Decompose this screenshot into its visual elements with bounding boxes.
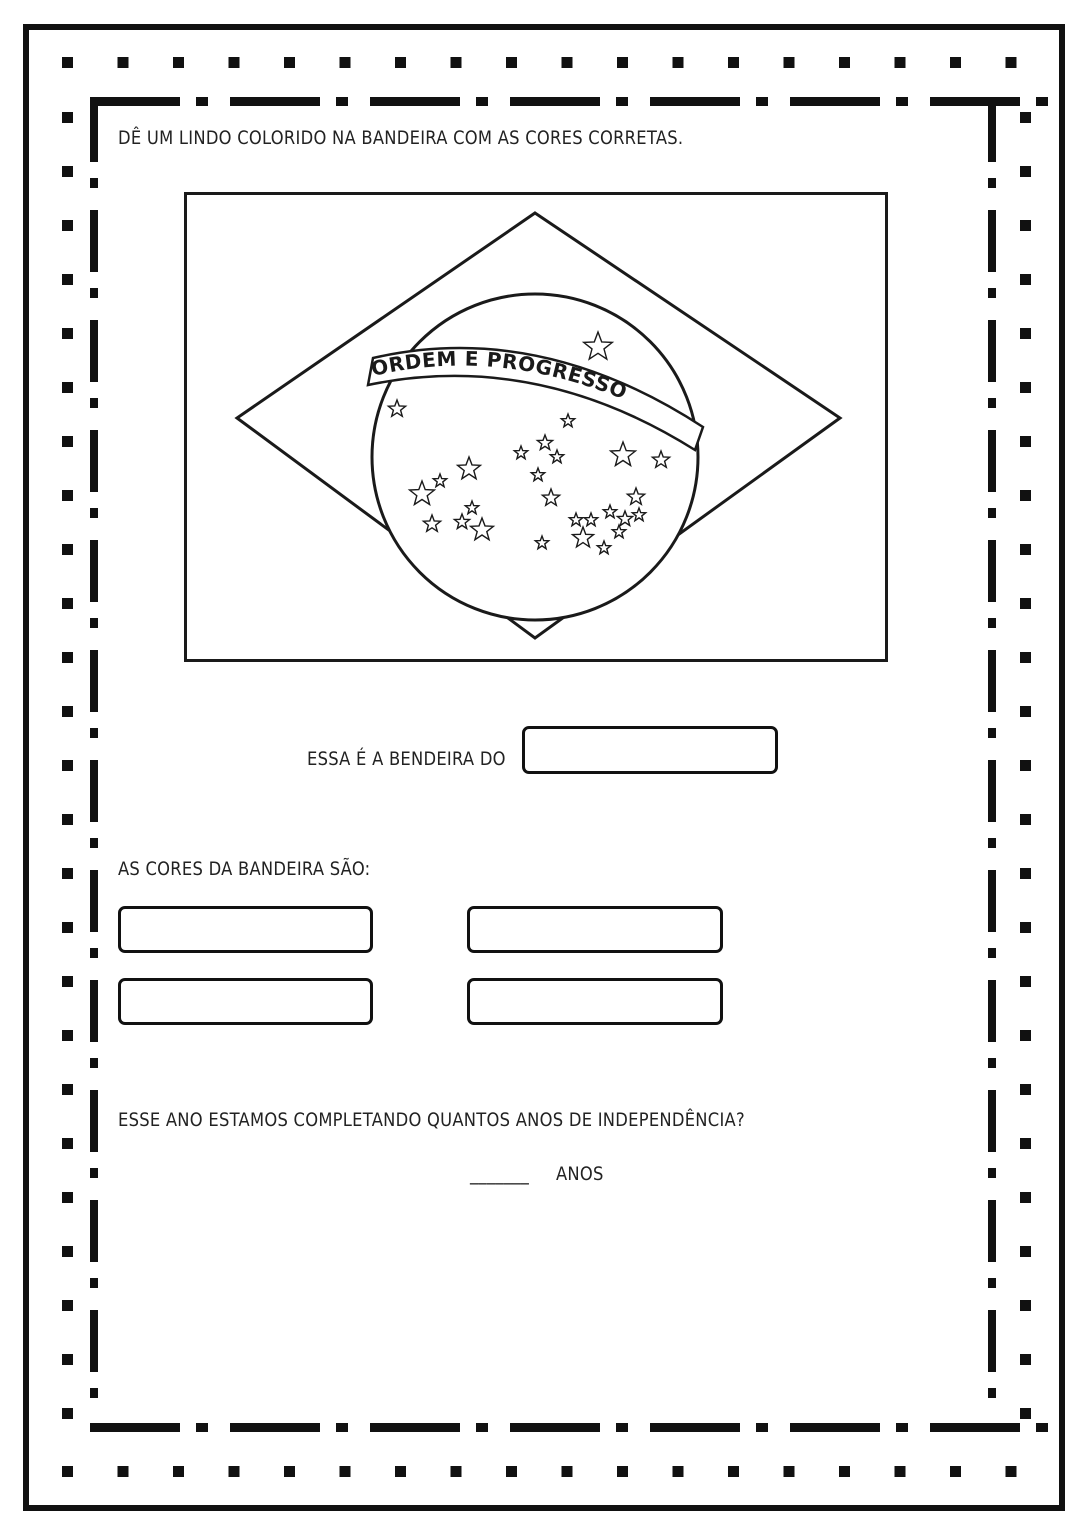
border-square — [728, 1466, 739, 1477]
border-square — [62, 1138, 73, 1149]
border-dash — [90, 1058, 98, 1068]
border-dash — [476, 97, 488, 106]
border-dash — [988, 838, 996, 848]
border-square — [1020, 1030, 1031, 1041]
border-dash — [196, 97, 208, 106]
border-square — [1020, 274, 1031, 285]
border-dash — [90, 1388, 98, 1398]
border-square — [950, 57, 961, 68]
border-square — [506, 1466, 517, 1477]
years-question-label: ESSE ANO ESTAMOS COMPLETANDO QUANTOS ANOS DE INDEPENDÊNCIA? — [118, 1109, 745, 1131]
border-square — [1020, 814, 1031, 825]
border-dash — [90, 1278, 98, 1288]
border-dash — [90, 618, 98, 628]
border-square — [784, 1466, 795, 1477]
color-answer-box-1[interactable] — [118, 906, 373, 953]
border-square — [62, 112, 73, 123]
border-square — [1006, 1466, 1017, 1477]
border-dash — [930, 1423, 1020, 1432]
border-dash — [90, 980, 98, 1042]
border-dash — [988, 1310, 996, 1372]
border-dash — [756, 1423, 768, 1432]
border-square — [62, 1192, 73, 1203]
border-square — [62, 1300, 73, 1311]
border-square — [895, 1466, 906, 1477]
border-dash — [790, 1423, 880, 1432]
border-dash — [988, 100, 996, 162]
years-unit-label: ANOS — [556, 1163, 604, 1185]
border-square — [1020, 490, 1031, 501]
border-square — [62, 652, 73, 663]
border-dash — [1036, 1423, 1048, 1432]
border-square — [839, 57, 850, 68]
border-square — [1020, 220, 1031, 231]
border-dash — [336, 1423, 348, 1432]
border-square — [1020, 922, 1031, 933]
border-dash — [90, 398, 98, 408]
border-square — [62, 1246, 73, 1257]
border-dash — [510, 97, 600, 106]
border-square — [62, 436, 73, 447]
border-square — [1020, 1084, 1031, 1095]
border-square — [62, 760, 73, 771]
border-square — [562, 1466, 573, 1477]
border-square — [62, 166, 73, 177]
border-dash — [510, 1423, 600, 1432]
border-square — [1020, 1354, 1031, 1365]
border-square — [728, 57, 739, 68]
border-square — [1020, 1138, 1031, 1149]
border-dash — [988, 508, 996, 518]
border-square — [784, 57, 795, 68]
border-dash — [90, 97, 180, 106]
border-square — [617, 57, 628, 68]
border-square — [506, 57, 517, 68]
border-dash — [370, 1423, 460, 1432]
flag-globe — [372, 294, 698, 620]
border-square — [673, 57, 684, 68]
color-answer-box-2[interactable] — [467, 906, 723, 953]
border-square — [1020, 598, 1031, 609]
border-dash — [90, 870, 98, 932]
border-dash — [90, 838, 98, 848]
border-square — [229, 1466, 240, 1477]
border-dash — [336, 97, 348, 106]
border-square — [895, 57, 906, 68]
border-square — [340, 1466, 351, 1477]
border-square — [118, 1466, 129, 1477]
border-square — [1020, 1192, 1031, 1203]
border-square — [1020, 166, 1031, 177]
border-square — [62, 490, 73, 501]
border-dash — [988, 398, 996, 408]
border-dash — [90, 100, 98, 162]
border-dash — [90, 1168, 98, 1178]
border-dash — [988, 210, 996, 272]
border-dash — [988, 728, 996, 738]
border-dash — [90, 430, 98, 492]
border-square — [1020, 328, 1031, 339]
border-dash — [90, 1090, 98, 1152]
border-dash — [650, 1423, 740, 1432]
border-square — [1020, 1300, 1031, 1311]
border-square — [1020, 112, 1031, 123]
border-square — [673, 1466, 684, 1477]
border-square — [1020, 1408, 1031, 1419]
border-square — [62, 382, 73, 393]
border-dash — [988, 178, 996, 188]
border-square — [62, 922, 73, 933]
country-question-label: ESSA É A BENDEIRA DO — [307, 748, 506, 770]
border-square — [451, 57, 462, 68]
border-dash — [616, 1423, 628, 1432]
brazil-flag-outline — [184, 192, 888, 662]
border-square — [562, 57, 573, 68]
border-dash — [90, 540, 98, 602]
border-square — [62, 544, 73, 555]
country-answer-box[interactable] — [522, 726, 778, 774]
border-square — [950, 1466, 961, 1477]
border-square — [62, 1466, 73, 1477]
color-answer-box-4[interactable] — [467, 978, 723, 1025]
border-square — [173, 1466, 184, 1477]
border-square — [1020, 436, 1031, 447]
border-dash — [988, 870, 996, 932]
border-dash — [370, 97, 460, 106]
border-square — [617, 1466, 628, 1477]
border-square — [284, 1466, 295, 1477]
border-dash — [896, 1423, 908, 1432]
border-square — [839, 1466, 850, 1477]
border-square — [62, 976, 73, 987]
border-dash — [90, 650, 98, 712]
border-dash — [650, 97, 740, 106]
border-dash — [988, 1200, 996, 1262]
border-dash — [1036, 97, 1048, 106]
border-square — [1006, 57, 1017, 68]
border-square — [1020, 976, 1031, 987]
border-dash — [896, 97, 908, 106]
border-dash — [790, 97, 880, 106]
border-dash — [988, 760, 996, 822]
border-dash — [988, 618, 996, 628]
border-dash — [988, 650, 996, 712]
border-square — [1020, 1246, 1031, 1257]
border-square — [62, 274, 73, 285]
border-dash — [90, 178, 98, 188]
border-square — [1020, 652, 1031, 663]
border-dash — [90, 760, 98, 822]
years-answer-blank[interactable]: _______ — [470, 1163, 530, 1185]
border-square — [395, 1466, 406, 1477]
border-square — [451, 1466, 462, 1477]
border-square — [62, 868, 73, 879]
border-square — [284, 57, 295, 68]
colors-question-label: AS CORES DA BANDEIRA SÃO: — [118, 858, 371, 880]
border-dash — [230, 97, 320, 106]
border-square — [395, 57, 406, 68]
border-dash — [988, 430, 996, 492]
flag-motto: ORDEM E PROGRESSO — [368, 346, 631, 404]
border-square — [62, 328, 73, 339]
border-square — [62, 1354, 73, 1365]
border-square — [62, 1408, 73, 1419]
border-square — [1020, 544, 1031, 555]
border-dash — [90, 1200, 98, 1262]
border-dash — [988, 948, 996, 958]
border-dash — [988, 1168, 996, 1178]
border-square — [229, 57, 240, 68]
border-square — [62, 598, 73, 609]
border-dash — [988, 1058, 996, 1068]
border-square — [62, 1084, 73, 1095]
border-dash — [90, 948, 98, 958]
border-dash — [988, 980, 996, 1042]
border-square — [62, 57, 73, 68]
border-dash — [90, 210, 98, 272]
border-square — [340, 57, 351, 68]
border-dash — [90, 1310, 98, 1372]
border-square — [1020, 382, 1031, 393]
border-dash — [988, 288, 996, 298]
border-square — [118, 57, 129, 68]
color-answer-box-3[interactable] — [118, 978, 373, 1025]
border-dash — [988, 540, 996, 602]
border-dash — [930, 97, 1020, 106]
border-square — [1020, 706, 1031, 717]
border-dash — [90, 288, 98, 298]
border-dash — [230, 1423, 320, 1432]
border-dash — [616, 97, 628, 106]
border-dash — [988, 1278, 996, 1288]
border-dash — [196, 1423, 208, 1432]
border-square — [62, 706, 73, 717]
border-dash — [988, 1090, 996, 1152]
border-dash — [756, 97, 768, 106]
border-dash — [90, 320, 98, 382]
border-square — [1020, 760, 1031, 771]
border-dash — [90, 508, 98, 518]
border-dash — [476, 1423, 488, 1432]
border-dash — [90, 1423, 180, 1432]
border-square — [62, 220, 73, 231]
border-square — [173, 57, 184, 68]
instruction-text: DÊ UM LINDO COLORIDO NA BANDEIRA COM AS CORES CORRETAS. — [118, 127, 684, 149]
border-dash — [988, 320, 996, 382]
border-square — [62, 814, 73, 825]
border-dash — [988, 1388, 996, 1398]
border-square — [62, 1030, 73, 1041]
border-dash — [90, 728, 98, 738]
border-square — [1020, 868, 1031, 879]
